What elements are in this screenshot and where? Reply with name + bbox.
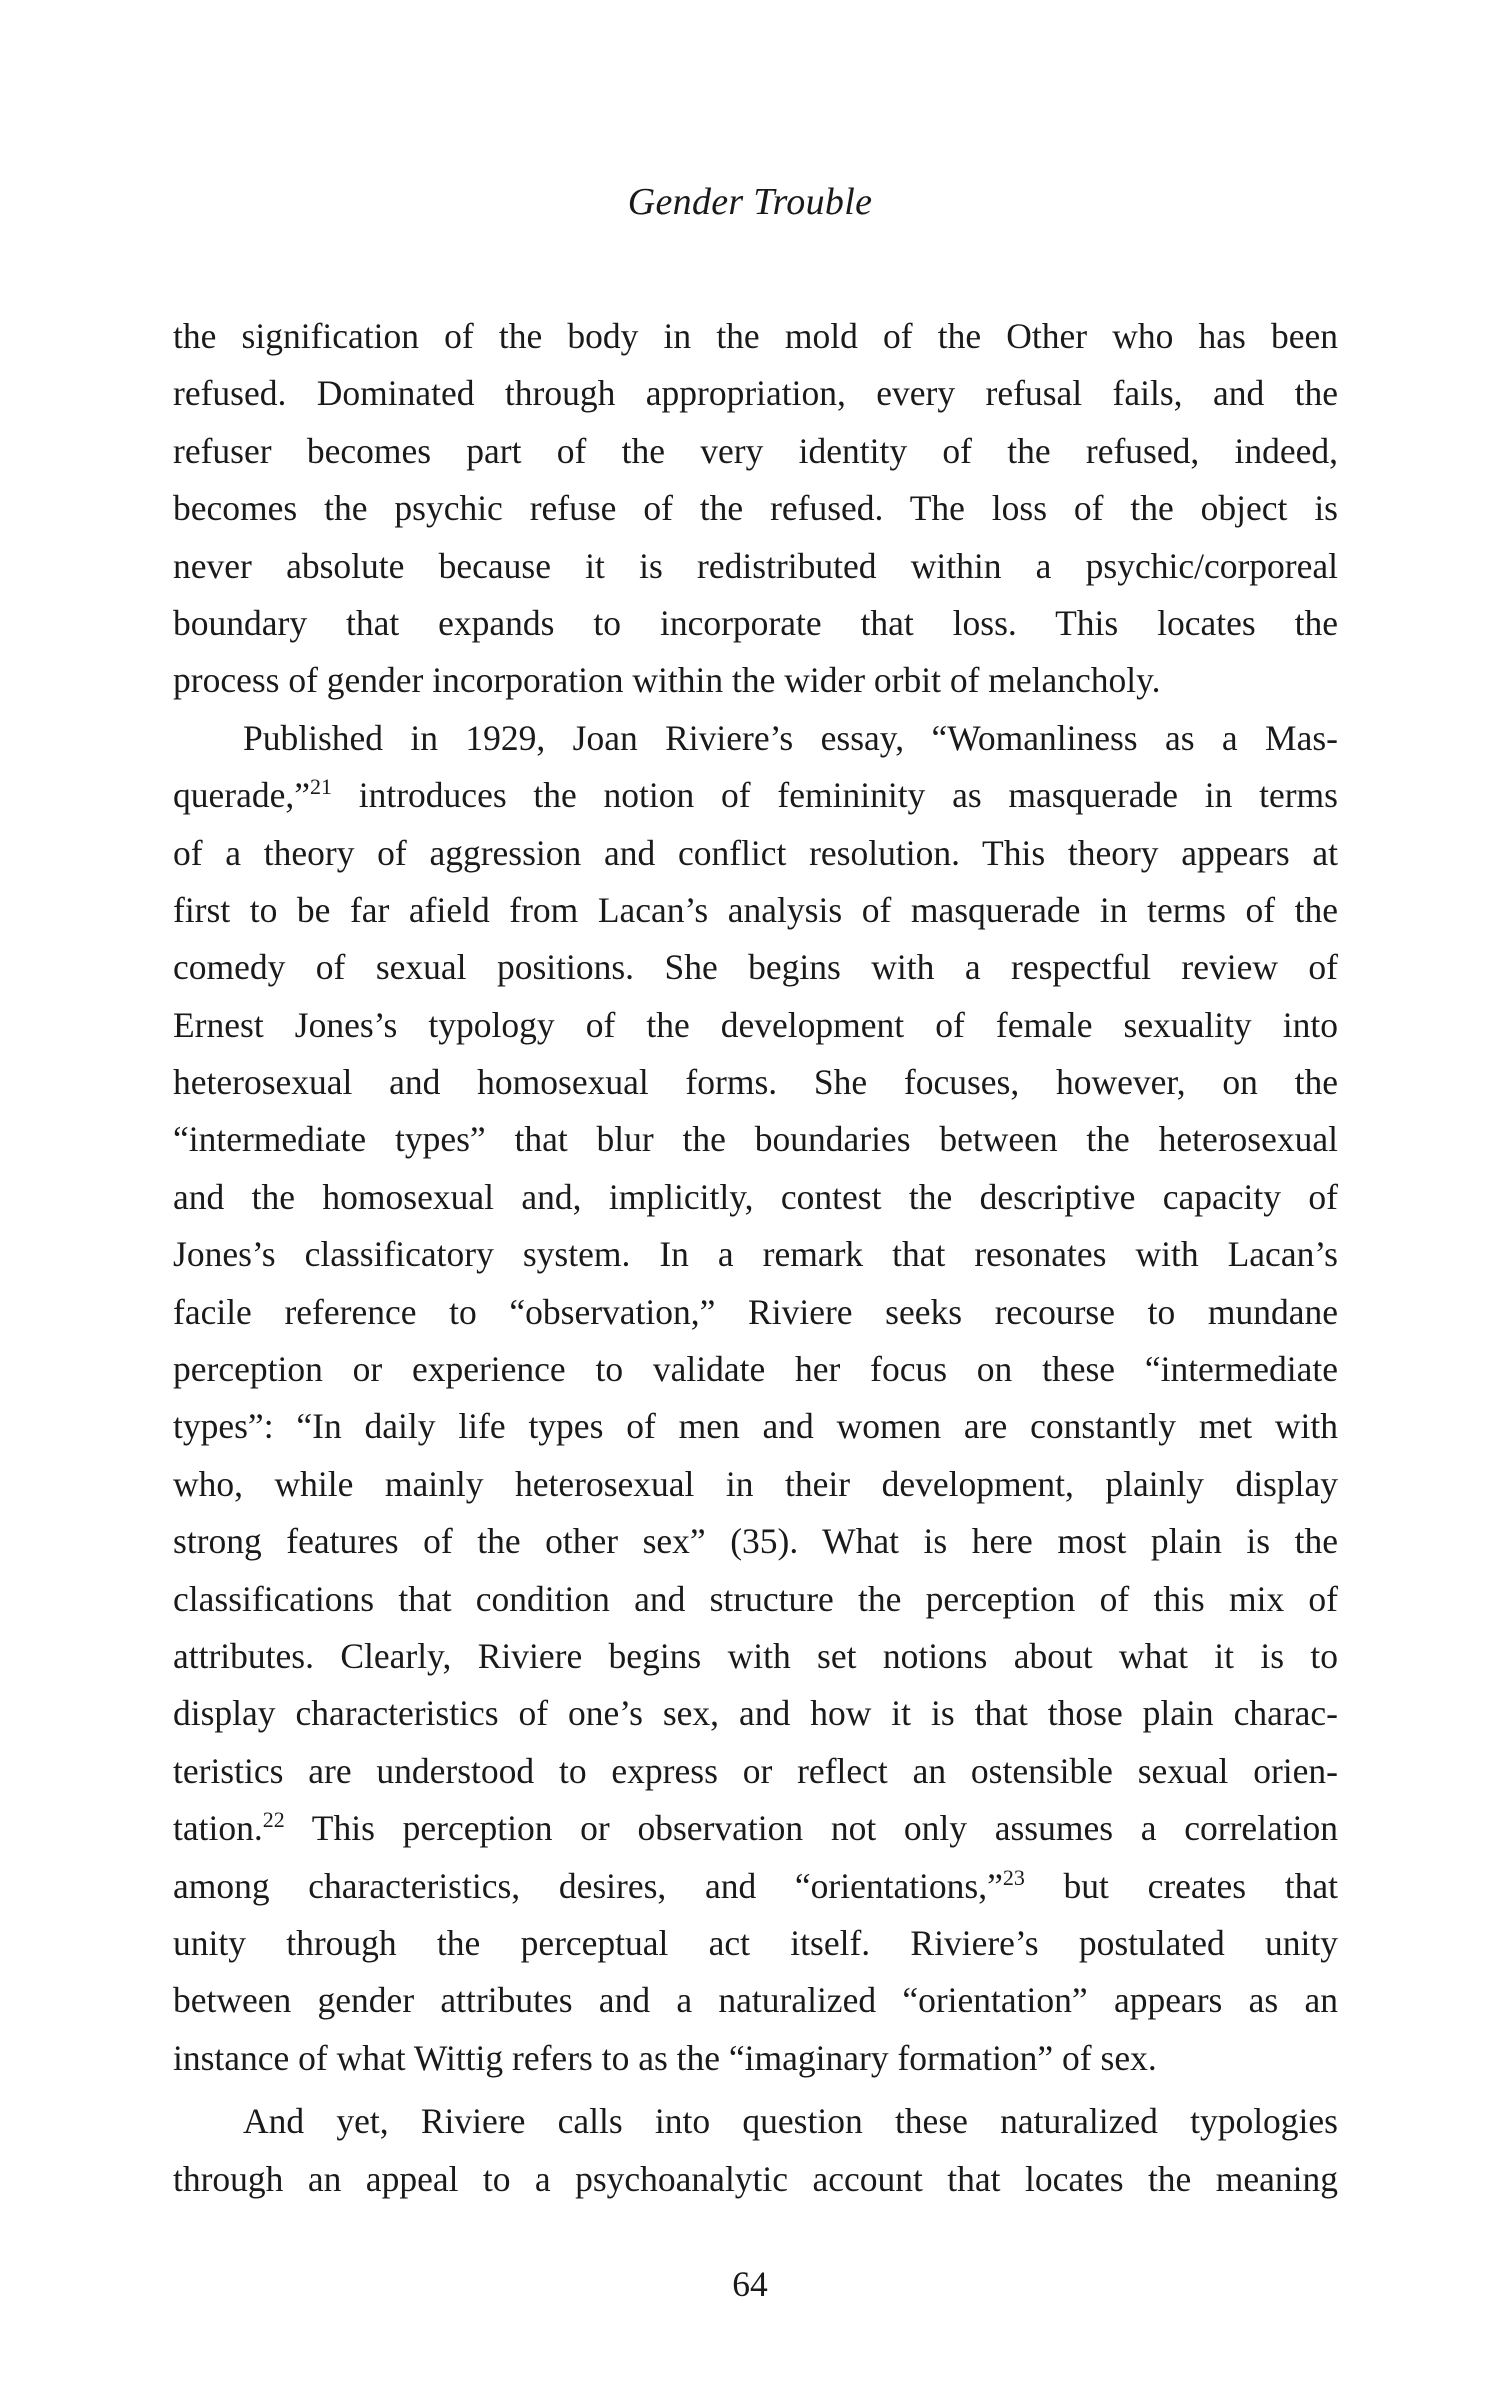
text-line: the signification of the body in the mold of the Other who has been xyxy=(173,316,1338,356)
text-line: who, while mainly heterosexual in their development, plainly display xyxy=(173,1463,1338,1504)
text-line: display characteristics of one’s sex, and how it is that those plain charac- xyxy=(173,1693,1338,1734)
text-line: classifications that condition and structure the perception of this mix of xyxy=(173,1578,1338,1619)
body-text xyxy=(173,308,1338,2208)
text-line: and the homosexual and, implicitly, contest the descriptive capacity of xyxy=(173,1176,1338,1217)
paragraph xyxy=(173,2093,1338,2208)
text-line: comedy of sexual positions. She begins with a respectful review of xyxy=(173,947,1338,988)
text-line xyxy=(173,767,1338,824)
text-line: Ernest Jones’s typology of the development of female sexuality into xyxy=(173,1004,1338,1045)
running-head-title: Gender Trouble xyxy=(627,181,873,223)
text-line: boundary that expands to incorporate that loss. This locates the xyxy=(173,602,1338,643)
text-line: becomes the psychic refuse of the refused. The loss of the object is xyxy=(173,488,1338,529)
text-line: types”: “In daily life types of men and women are constantly met with xyxy=(173,1406,1338,1447)
text-line: instance of what Wittig refers to as the “imaginary formation” of sex. xyxy=(173,2037,1157,2078)
footnote-ref-23: 23 xyxy=(1002,1864,1025,1890)
text-line: “intermediate types” that blur the boundaries between the heterosexual xyxy=(173,1119,1338,1160)
text-line: through an appeal to a psychoanalytic account that locates the meaning xyxy=(173,2158,1338,2199)
paragraph xyxy=(173,308,1338,710)
text-segment: querade,” xyxy=(173,775,310,816)
footnote-ref-21: 21 xyxy=(309,774,332,800)
paragraph xyxy=(173,710,1338,2087)
text-line: never absolute because it is redistributed within a psychic/corporeal xyxy=(173,545,1338,586)
text-segment: This perception or observation not only assumes a correlation xyxy=(284,1808,1338,1849)
text-line: between gender attributes and a naturalized “orientation” appears as an xyxy=(173,1980,1338,2021)
text-line: refused. Dominated through appropriation, every refusal fails, and the xyxy=(173,373,1338,414)
text-segment: introduces the notion of femininity as masquerade in terms xyxy=(331,775,1338,816)
text-line: of a theory of aggression and conflict resolution. This theory appears at xyxy=(173,832,1338,873)
text-line: first to be far afield from Lacan’s analysis of masquerade in terms of the xyxy=(173,889,1338,930)
footnote-ref-22: 22 xyxy=(262,1807,285,1833)
text-line: Jones’s classificatory system. In a remark that resonates with Lacan’s xyxy=(173,1234,1338,1275)
text-line: refuser becomes part of the very identity of the refused, indeed, xyxy=(173,430,1338,471)
text-segment: but creates that xyxy=(1024,1865,1338,1906)
text-segment: among characteristics, desires, and “orientations,” xyxy=(173,1865,1003,1906)
text-line: teristics are understood to express or reflect an ostensible sexual orien- xyxy=(173,1750,1338,1791)
text-line: Published in 1929, Joan Riviere’s essay, “Womanliness as a Mas- xyxy=(243,717,1338,758)
text-line: process of gender incorporation within the wider orbit of melancholy. xyxy=(173,660,1161,701)
text-line xyxy=(173,1800,1338,1857)
text-line: facile reference to “observation,” Riviere seeks recourse to mundane xyxy=(173,1291,1338,1332)
page-number: 64 xyxy=(732,2264,768,2304)
text-line: And yet, Riviere calls into question these naturalized typologies xyxy=(243,2101,1338,2142)
text-line xyxy=(173,1858,1338,1915)
text-segment: tation. xyxy=(173,1808,263,1849)
text-line: unity through the perceptual act itself. Riviere’s postulated unity xyxy=(173,1922,1338,1963)
text-line: strong features of the other sex” (35). What is here most plain is the xyxy=(173,1521,1338,1562)
text-line: perception or experience to validate her focus on these “intermediate xyxy=(173,1349,1338,1390)
text-line: heterosexual and homosexual forms. She focuses, however, on the xyxy=(173,1062,1338,1103)
text-line: attributes. Clearly, Riviere begins with set notions about what it is to xyxy=(173,1635,1338,1676)
